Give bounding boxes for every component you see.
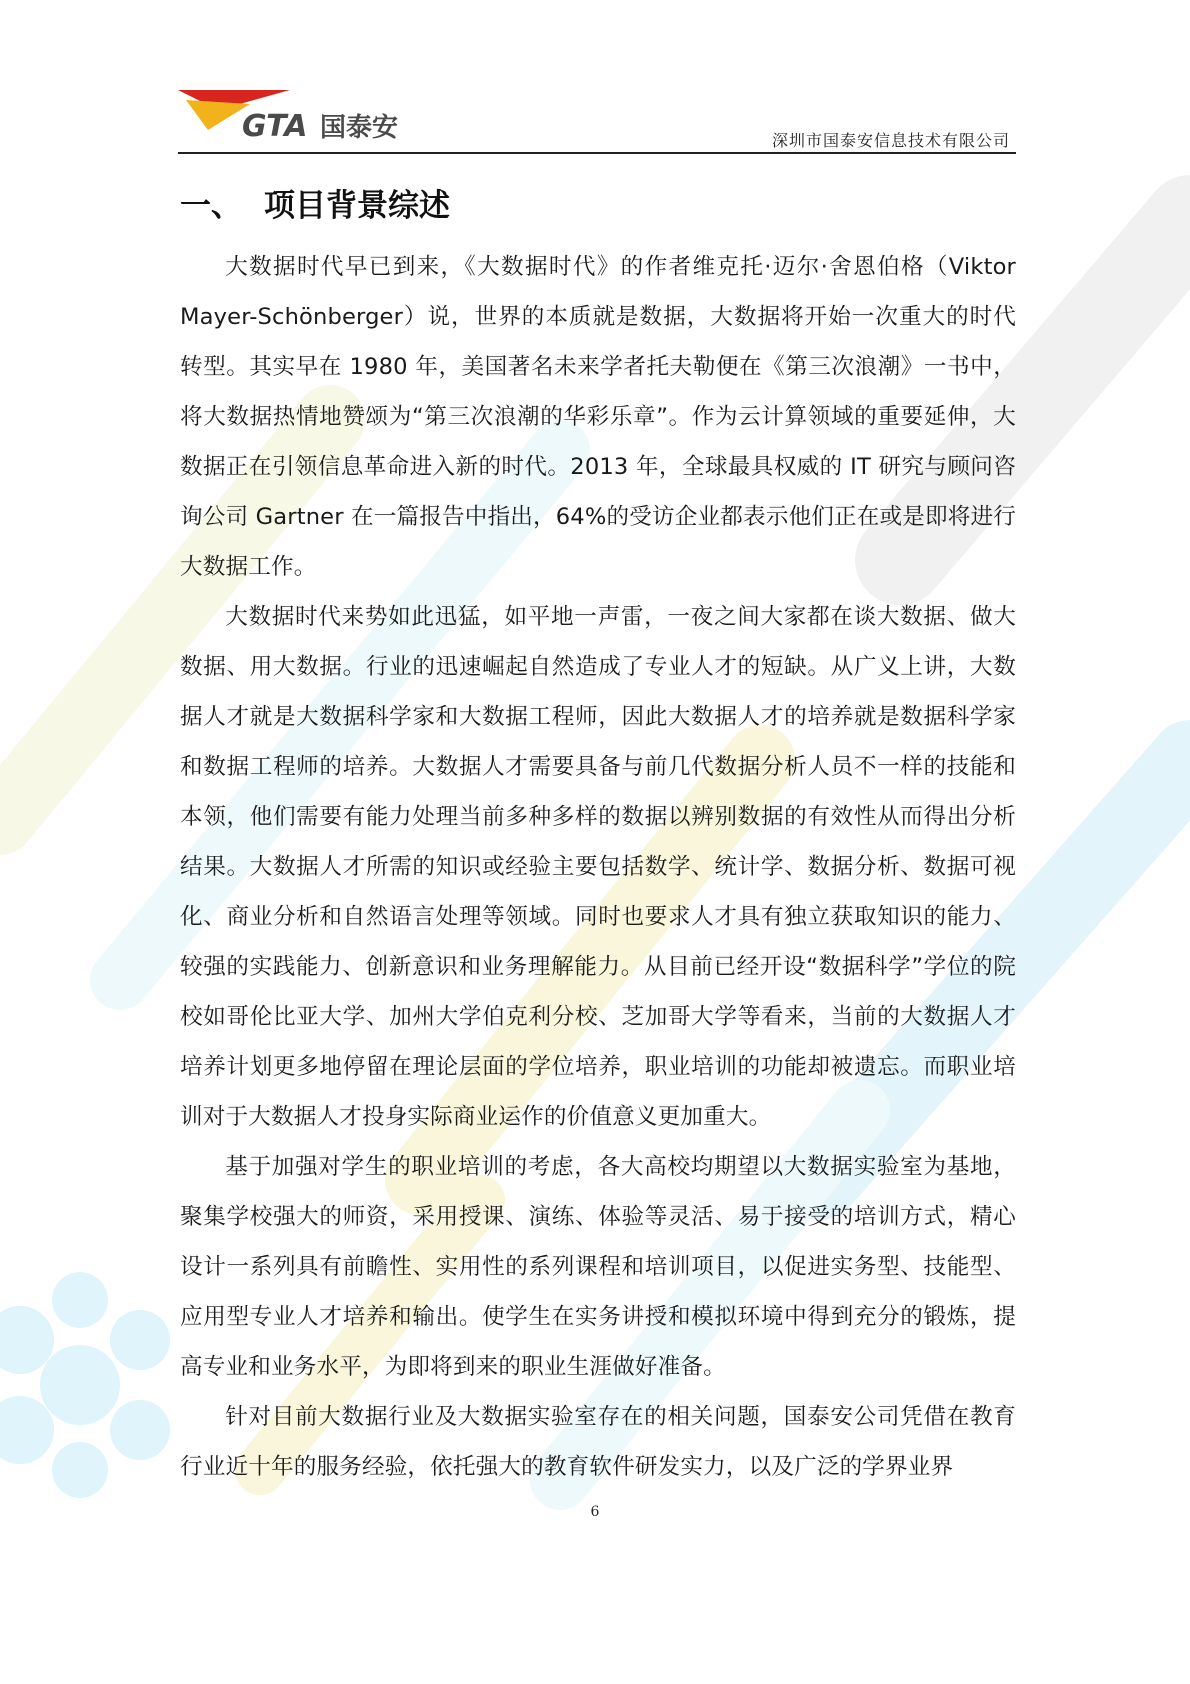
section-number: 一、 [180, 188, 242, 224]
page-header [178, 88, 1016, 154]
gta-logo [178, 88, 428, 148]
header-rule [178, 152, 1016, 154]
section-heading [180, 186, 450, 226]
logo-text-latin: GTA [242, 109, 308, 144]
company-name: 深圳市国泰安信息技术有限公司 [771, 131, 1010, 150]
paragraph: 针对目前大数据行业及大数据实验室存在的相关问题，国泰安公司凭借在教育行业近十年的服务经验，依托强大的教育软件研发实力，以及广泛的学界业界 [180, 1404, 1016, 1480]
page-number: 6 [590, 1504, 600, 1520]
paragraph: 大数据时代早已到来，《大数据时代》的作者维克托·迈尔·舍恩伯格（Viktor Mayer-Schönberger）说，世界的本质就是数据，大数据将开始一次重大的时代转型。其实早在 1980 年，美国著名未来学者托夫勒便在《第三次浪潮》一书中，将大数据热情地赞颂为“第三次浪潮的华彩乐章”。作为云计算领域的重要延伸，大数据正在引领信息革命进入新的时代。2013 年，全球最具权威的 IT 研究与顾问咨询公司 Gartner 在一篇报告中指出，64%的受访企业都表示他们正在或是即将进行大数据工作。 [180, 254, 1016, 580]
paragraph: 大数据时代来势如此迅猛，如平地一声雷，一夜之间大家都在谈大数据、做大数据、用大数据。行业的迅速崛起自然造成了专业人才的短缺。从广义上讲，大数据人才就是大数据科学家和大数据工程师，因此大数据人才的培养就是数据科学家和数据工程师的培养。大数据人才需要具备与前几代数据分析人员不一样的技能和本领，他们需要有能力处理当前多种多样的数据以辨别数据的有效性从而得出分析结果。大数据人才所需的知识或经验主要包括数学、统计学、数据分析、数据可视化、商业分析和自然语言处理等领域。同时也要求人才具有独立获取知识的能力、较强的实践能力、创新意识和业务理解能力。从目前已经开设“数据科学”学位的院校如哥伦比亚大学、加州大学伯克利分校、芝加哥大学等看来，当前的大数据人才培养计划更多地停留在理论层面的学位培养，职业培训的功能却被遗忘。而职业培训对于大数据人才投身实际商业运作的价值意义更加重大。 [180, 604, 1016, 1130]
watermark-flower-icon [0, 1272, 170, 1498]
section-title: 项目背景综述 [264, 188, 450, 224]
paragraph: 基于加强对学生的职业培训的考虑，各大高校均期望以大数据实验室为基地，聚集学校强大的师资，采用授课、演练、体验等灵活、易于接受的培训方式，精心设计一系列具有前瞻性、实用性的系列课程和培训项目，以促进实务型、技能型、应用型专业人才培养和输出。使学生在实务讲授和模拟环境中得到充分的锻炼，提高专业和业务水平，为即将到来的职业生涯做好准备。 [180, 1154, 1016, 1380]
body-text [180, 242, 1016, 1492]
logo-text-cn: 国泰安 [320, 113, 399, 143]
logo-swoosh-yellow-icon [186, 100, 250, 130]
